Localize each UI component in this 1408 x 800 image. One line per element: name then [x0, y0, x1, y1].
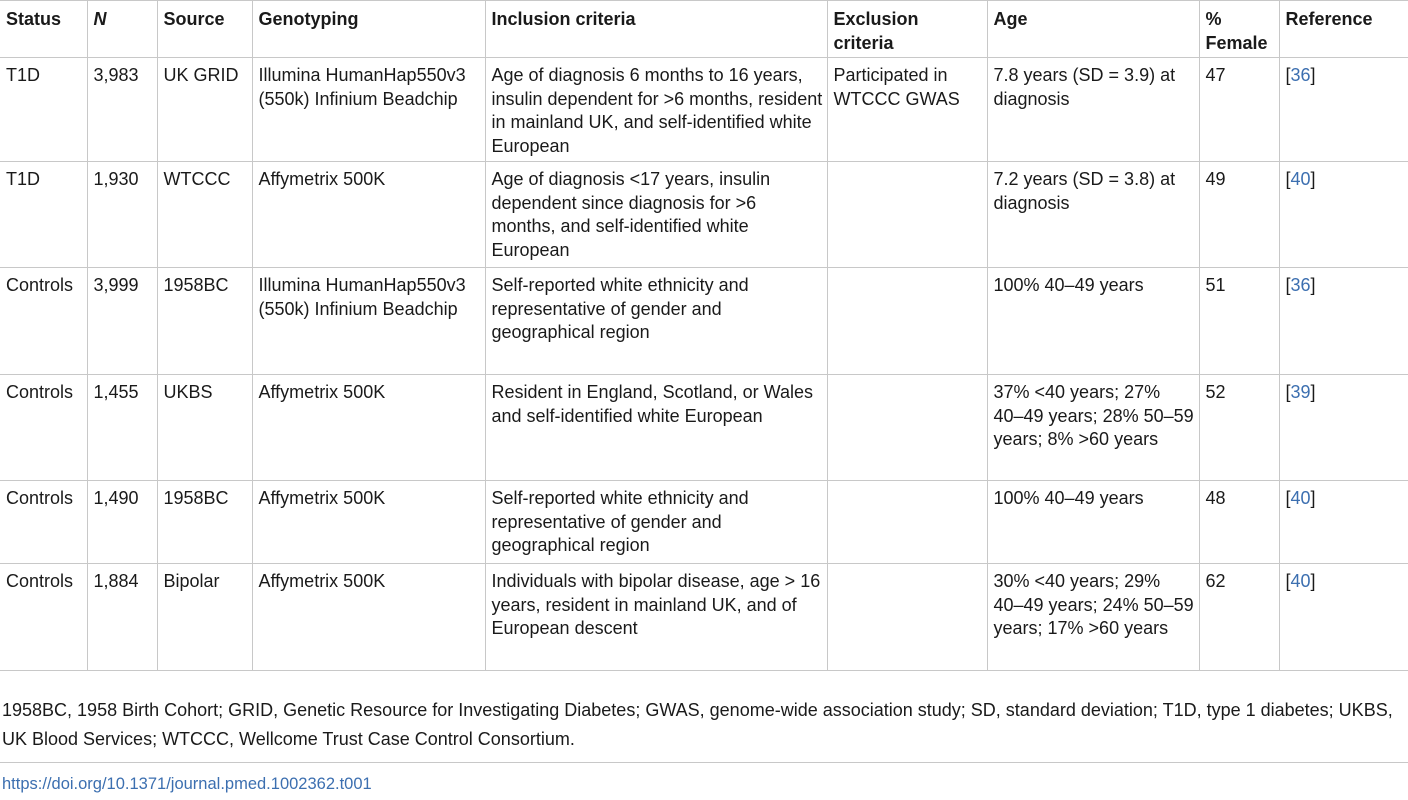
cell-exclusion: [827, 268, 987, 375]
cell-age: 7.8 years (SD = 3.9) at diagnosis: [987, 58, 1199, 162]
cell-age: 100% 40–49 years: [987, 268, 1199, 375]
cell-source: 1958BC: [157, 481, 252, 564]
table-row: [0, 481, 1408, 564]
cell-female: 52: [1199, 375, 1279, 481]
cell-exclusion: [827, 564, 987, 671]
header-female: % Female: [1199, 1, 1279, 58]
cell-reference: [40]: [1279, 564, 1408, 671]
cell-source: WTCCC: [157, 162, 252, 268]
header-exclusion-criteria: Exclusion criteria: [827, 1, 987, 58]
table-row: [0, 564, 1408, 671]
header-reference: Reference: [1279, 1, 1408, 58]
cell-status: T1D: [6, 65, 41, 85]
cell-inclusion: Resident in England, Scotland, or Wales and self-identified white European: [485, 375, 827, 481]
cell-inclusion: Individuals with bipolar disease, age > 16 years, resident in mainland UK, and of European descent: [485, 564, 827, 671]
cell-female: 48: [1199, 481, 1279, 564]
cell-status: T1D: [6, 169, 41, 189]
cell-age: 30% <40 years; 29% 40–49 years; 24% 50–59 years; 17% >60 years: [987, 564, 1199, 671]
cell-reference: [36]: [1279, 58, 1408, 162]
cell-age: 37% <40 years; 27% 40–49 years; 28% 50–59 years; 8% >60 years: [987, 375, 1199, 481]
table-row: [0, 268, 1408, 375]
cell-genotyping: Affymetrix 500K: [252, 162, 485, 268]
cell-reference: [40]: [1279, 162, 1408, 268]
cell-female: 62: [1199, 564, 1279, 671]
cell-n: 1,490: [87, 481, 157, 564]
cell-female: 47: [1199, 58, 1279, 162]
header-genotyping: Genotyping: [252, 1, 485, 58]
header-n: N: [87, 1, 157, 58]
footer-divider: [0, 762, 1408, 763]
header-row: [0, 1, 1408, 58]
cell-reference: [39]: [1279, 375, 1408, 481]
cell-status: Controls: [6, 382, 74, 402]
header-status: Status: [6, 9, 62, 29]
cell-genotyping: Illumina HumanHap550v3 (550k) Infinium Beadchip: [252, 58, 485, 162]
reference-link[interactable]: 40: [1290, 571, 1311, 591]
cell-source: UKBS: [157, 375, 252, 481]
cell-status: Controls: [6, 488, 74, 508]
cell-source: 1958BC: [157, 268, 252, 375]
cell-age: 7.2 years (SD = 3.8) at diagnosis: [987, 162, 1199, 268]
cell-status: Controls: [6, 275, 74, 295]
doi-link[interactable]: https://doi.org/10.1371/journal.pmed.1002362.t001: [2, 775, 372, 793]
table-row: [0, 375, 1408, 481]
reference-link[interactable]: 36: [1290, 275, 1311, 295]
table-row: [0, 162, 1408, 268]
cell-n: 3,983: [87, 58, 157, 162]
header-age: Age: [987, 1, 1199, 58]
cell-source: UK GRID: [157, 58, 252, 162]
cell-exclusion: Participated in WTCCC GWAS: [827, 58, 987, 162]
cell-genotyping: Affymetrix 500K: [252, 481, 485, 564]
cell-n: 1,884: [87, 564, 157, 671]
cell-status: Controls: [6, 571, 74, 591]
cell-n: 1,455: [87, 375, 157, 481]
header-inclusion-criteria: Inclusion criteria: [485, 1, 827, 58]
cell-female: 51: [1199, 268, 1279, 375]
cell-exclusion: [827, 375, 987, 481]
cell-inclusion: Self-reported white ethnicity and representative of gender and geographical region: [485, 481, 827, 564]
cell-exclusion: [827, 162, 987, 268]
table-footnote: 1958BC, 1958 Birth Cohort; GRID, Genetic Resource for Investigating Diabetes; GWAS, genome-wide association study; SD, standard deviation; T1D, type 1 diabetes; UKBS, UK Blood Services; WTCCC, Wellcome Trust Case Control Consortium.: [2, 700, 1393, 749]
cell-reference: [40]: [1279, 481, 1408, 564]
reference-link[interactable]: 40: [1290, 488, 1311, 508]
cell-genotyping: Affymetrix 500K: [252, 375, 485, 481]
cell-exclusion: [827, 481, 987, 564]
reference-link[interactable]: 39: [1290, 382, 1311, 402]
cell-genotyping: Affymetrix 500K: [252, 564, 485, 671]
cell-genotyping: Illumina HumanHap550v3 (550k) Infinium Beadchip: [252, 268, 485, 375]
reference-link[interactable]: 36: [1290, 65, 1311, 85]
header-source: Source: [157, 1, 252, 58]
cell-n: 3,999: [87, 268, 157, 375]
cell-female: 49: [1199, 162, 1279, 268]
table-row: [0, 58, 1408, 162]
cell-source: Bipolar: [157, 564, 252, 671]
cell-n: 1,930: [87, 162, 157, 268]
cell-age: 100% 40–49 years: [987, 481, 1199, 564]
cell-inclusion: Self-reported white ethnicity and representative of gender and geographical region: [485, 268, 827, 375]
cell-reference: [36]: [1279, 268, 1408, 375]
reference-link[interactable]: 40: [1290, 169, 1311, 189]
cell-inclusion: Age of diagnosis 6 months to 16 years, insulin dependent for >6 months, resident in mainland UK, and self-identified white European: [485, 58, 827, 162]
cell-inclusion: Age of diagnosis <17 years, insulin dependent since diagnosis for >6 months, and self-identified white European: [485, 162, 827, 268]
